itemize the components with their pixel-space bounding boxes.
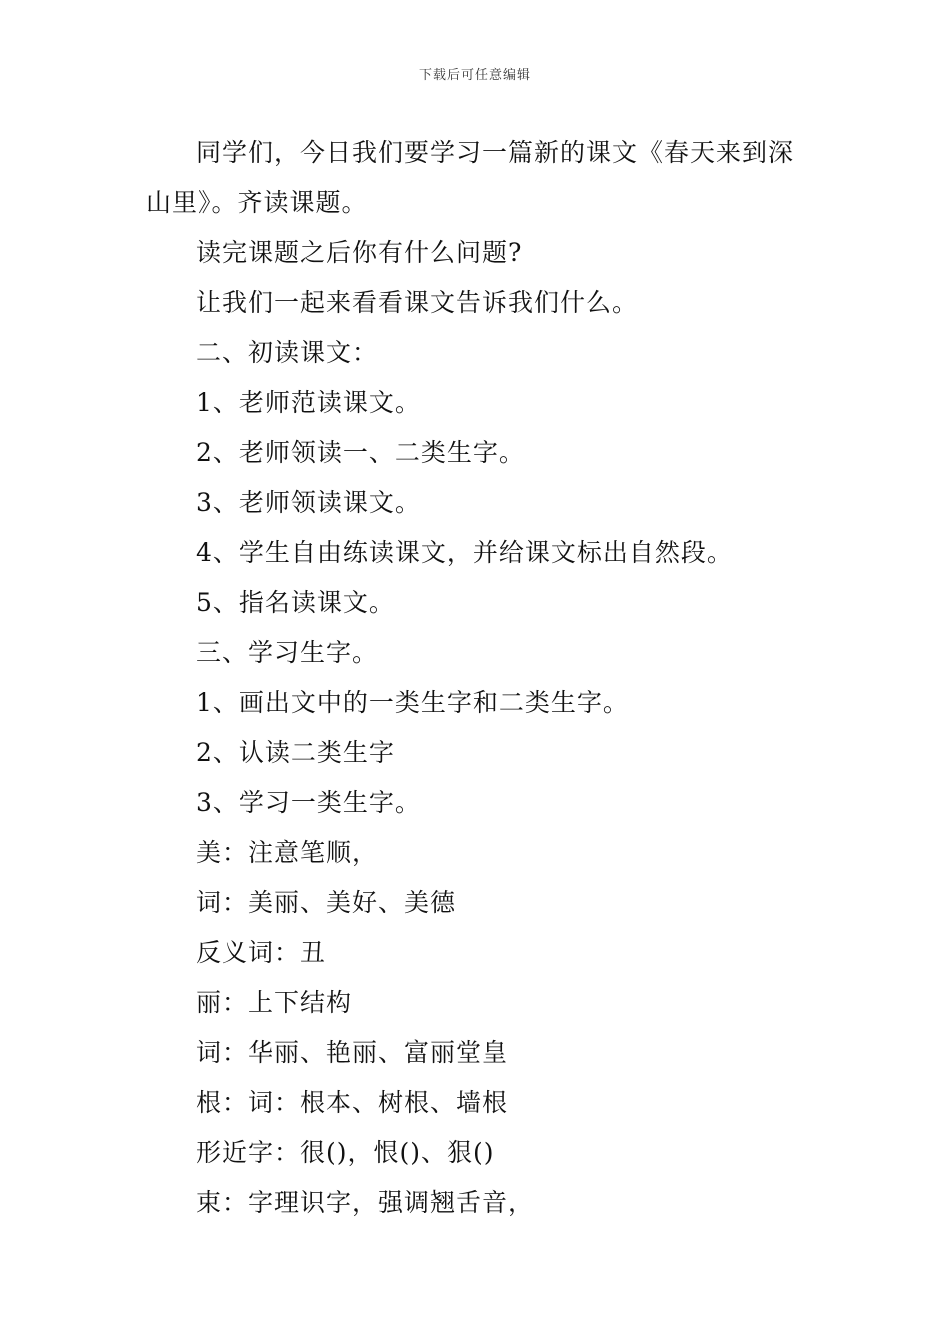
character-note: 形近字：很()，恨()、狠() (196, 1138, 495, 1167)
list-item: 4、学生自由练读课文，并给课文标出自然段。 (196, 538, 733, 567)
list-item: 1、老师范读课文。 (196, 388, 421, 417)
list-item: 5、指名读课文。 (196, 588, 395, 617)
paragraph-intro-line-2: 山里》。齐读课题。 (146, 188, 368, 217)
section-heading-learn-characters: 三、学习生字。 (196, 638, 379, 667)
character-note: 根：词：根本、树根、墙根 (196, 1088, 509, 1117)
list-item: 2、认读二类生字 (196, 738, 395, 767)
paragraph-lets-read: 让我们一起来看看课文告诉我们什么。 (196, 288, 639, 317)
character-note: 反义词：丑 (196, 938, 327, 967)
list-item: 1、画出文中的一类生字和二类生字。 (196, 688, 629, 717)
list-item: 2、老师领读一、二类生字。 (196, 438, 525, 467)
character-note: 词：美丽、美好、美德 (196, 888, 457, 917)
paragraph-intro-line-1: 同学们，今日我们要学习一篇新的课文《春天来到深 (196, 138, 795, 167)
character-note: 美：注意笔顺， (196, 838, 379, 867)
section-heading-first-reading: 二、初读课文： (196, 338, 379, 367)
character-note: 丽：上下结构 (196, 988, 353, 1017)
list-item: 3、老师领读课文。 (196, 488, 421, 517)
paragraph-intro (146, 128, 816, 228)
paragraph-question: 读完课题之后你有什么问题? (196, 238, 523, 267)
document-body (146, 128, 816, 1228)
character-note: 词：华丽、艳丽、富丽堂皇 (196, 1038, 509, 1067)
character-note: 束：字理识字，强调翘舌音， (196, 1188, 535, 1217)
list-item: 3、学习一类生字。 (196, 788, 421, 817)
page-header: 下载后可任意编辑 (418, 68, 531, 83)
